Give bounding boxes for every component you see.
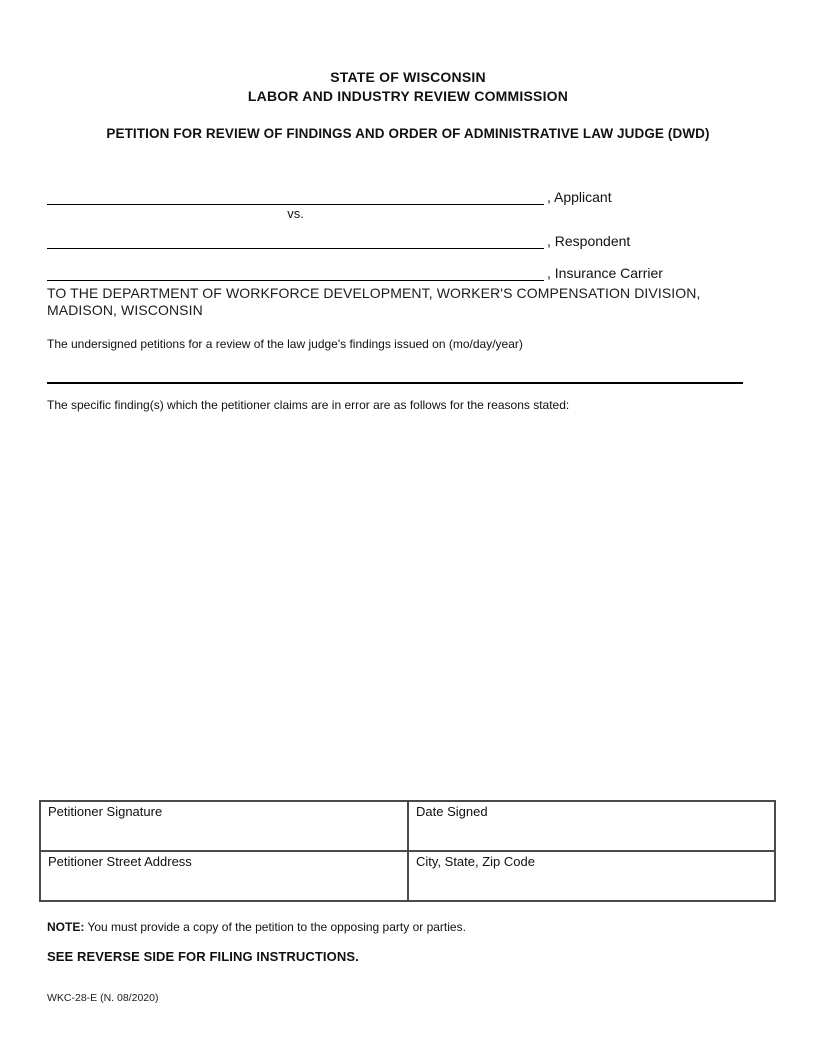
copy-note <box>47 920 466 934</box>
petitioner-signature-cell[interactable] <box>41 802 409 850</box>
note-text: You must provide a copy of the petition to the opposing party or parties. <box>84 920 466 934</box>
applicant-row <box>47 186 612 205</box>
form-header-line2: LABOR AND INDUSTRY REVIEW COMMISSION <box>247 88 569 104</box>
addressee-line2: MADISON, WISCONSIN <box>47 302 203 318</box>
filing-instructions-note: SEE REVERSE SIDE FOR FILING INSTRUCTIONS. <box>47 949 359 964</box>
respondent-row <box>47 230 630 249</box>
findings-prompt: The specific finding(s) which the petitioner claims are in error are as follows for the reasons stated: <box>47 398 570 412</box>
insurance-carrier-label: , Insurance Carrier <box>547 265 663 281</box>
applicant-value <box>47 187 53 202</box>
petitioner-signature-label: Petitioner Signature <box>48 804 163 819</box>
note-prefix: NOTE: <box>47 920 85 934</box>
applicant-input-line[interactable] <box>47 186 544 205</box>
form-header <box>0 68 816 106</box>
table-row-address <box>41 852 774 900</box>
date-issued-input-line[interactable] <box>47 368 743 384</box>
versus-label: vs. <box>287 206 304 221</box>
applicant-label: , Applicant <box>547 189 612 205</box>
signature-table <box>39 800 776 902</box>
date-signed-cell[interactable] <box>409 802 774 850</box>
insurance-carrier-value <box>47 263 53 278</box>
respondent-label: , Respondent <box>547 233 631 249</box>
table-row-signature <box>41 802 774 852</box>
form-header-line1: STATE OF WISCONSIN <box>330 69 486 85</box>
addressee-line1: TO THE DEPARTMENT OF WORKFORCE DEVELOPMENT, WORKER'S COMPENSATION DIVISION, <box>47 285 701 301</box>
street-address-cell[interactable] <box>41 852 409 900</box>
city-state-zip-label: City, State, Zip Code <box>416 854 535 869</box>
date-issued-value <box>47 369 53 384</box>
respondent-input-line[interactable] <box>47 230 544 249</box>
petition-statement: The undersigned petitions for a review of the law judge's findings issued on (mo/day/year) <box>47 337 523 351</box>
street-address-label: Petitioner Street Address <box>48 854 192 869</box>
form-title: PETITION FOR REVIEW OF FINDINGS AND ORDER OF ADMINISTRATIVE LAW JUDGE (DWD) <box>106 126 710 141</box>
respondent-value <box>47 231 53 246</box>
date-signed-label: Date Signed <box>416 804 488 819</box>
form-number: WKC-28-E (N. 08/2020) <box>47 992 159 1004</box>
insurance-carrier-input-line[interactable] <box>47 262 544 281</box>
addressee-block <box>47 285 767 319</box>
findings-input-area[interactable] <box>47 420 747 792</box>
city-state-zip-cell[interactable] <box>409 852 774 900</box>
insurance-carrier-row <box>47 262 663 281</box>
